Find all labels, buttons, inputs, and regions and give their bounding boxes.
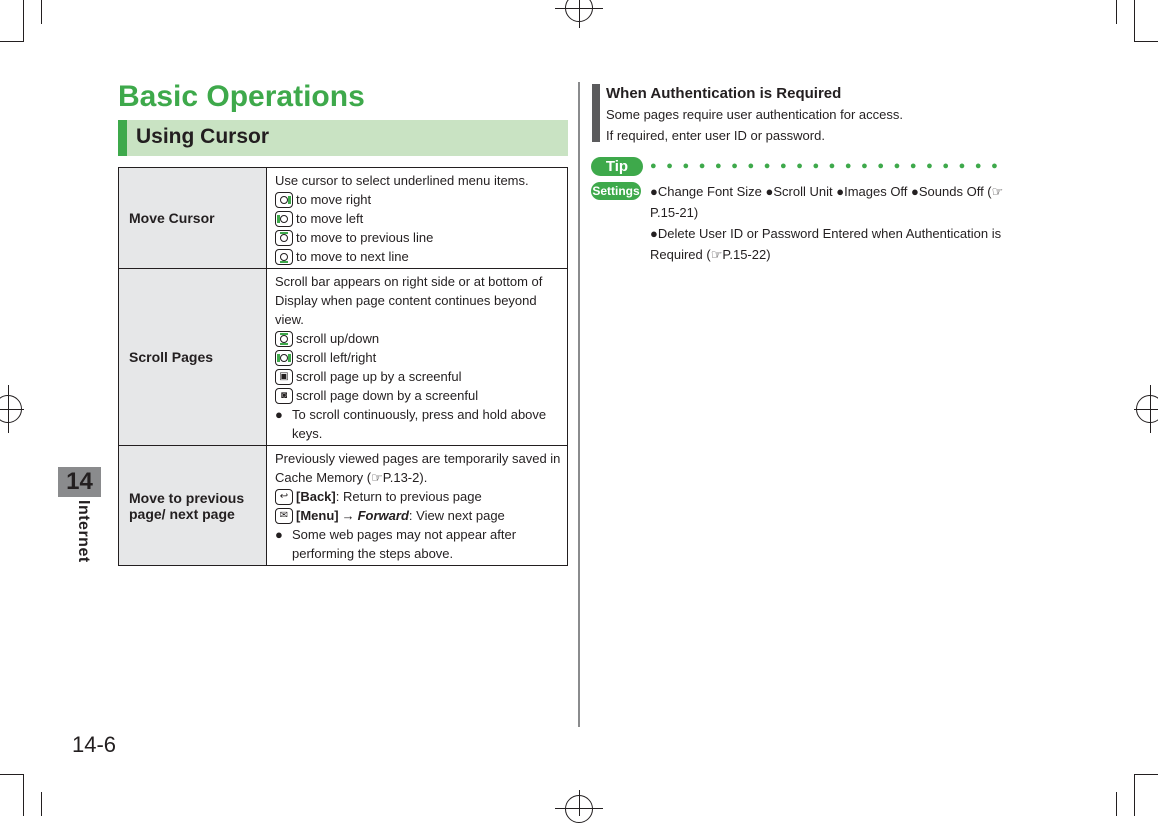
arrow-icon: →	[341, 508, 355, 523]
note	[275, 405, 563, 443]
chapter-label: Internet	[75, 500, 92, 563]
row-body	[267, 269, 568, 446]
back-key-label: [Back]	[296, 489, 336, 504]
settings-badge: Settings	[592, 184, 640, 198]
chapter-number: 14	[58, 467, 101, 497]
item-text: to move to next line	[296, 249, 409, 264]
settings-text	[650, 181, 1030, 265]
row-text: Previously viewed pages are temporarily saved in Cache Memory (☞P.13-2).	[275, 451, 561, 485]
list-item	[275, 367, 563, 386]
list-item	[275, 209, 563, 228]
bullet-icon: ●	[275, 527, 283, 542]
item-text: : Return to previous page	[335, 489, 482, 504]
camera-key-icon: ◙	[275, 388, 293, 404]
nav-down-key-icon	[275, 249, 293, 265]
nav-left-key-icon	[275, 211, 293, 227]
list-item	[275, 386, 563, 405]
settings-line: ●Change Font Size ●Scroll Unit ●Images Off ●Sounds Off (☞P.15-21)	[650, 184, 1004, 220]
item-text: to move left	[296, 211, 364, 226]
row-header: Move to previous page/ next page	[119, 446, 267, 566]
nav-updown-key-icon	[275, 331, 293, 347]
row-text: Use cursor to select underlined menu items.	[275, 173, 529, 188]
list-item	[275, 329, 563, 348]
nav-up-key-icon	[275, 230, 293, 246]
item-text: scroll page up by a screenful	[296, 369, 462, 384]
auth-bar	[592, 84, 600, 142]
note-text: To scroll continuously, press and hold above keys.	[292, 407, 547, 441]
table-row	[119, 168, 568, 269]
list-item	[275, 506, 563, 525]
auth-title: When Authentication is Required	[606, 85, 842, 102]
note-text: Some web pages may not appear after performing the steps above.	[292, 527, 517, 561]
back-key-icon: ↩	[275, 489, 293, 505]
auth-line: If required, enter user ID or password.	[606, 128, 825, 143]
item-text: scroll page down by a screenful	[296, 388, 479, 403]
item-text: to move to previous line	[296, 230, 434, 245]
bullet-icon: ●	[275, 407, 283, 422]
list-item	[275, 247, 563, 266]
row-text: Scroll bar appears on right side or at bottom of Display when page content continues beyond view.	[275, 274, 543, 327]
column-divider	[578, 82, 580, 727]
nav-leftright-key-icon	[275, 350, 293, 366]
page-number: 14-6	[72, 732, 117, 757]
table-row	[119, 269, 568, 446]
menu-key-label: [Menu]	[296, 508, 339, 523]
row-header: Move Cursor	[119, 168, 267, 269]
row-body	[267, 446, 568, 566]
page-title: Basic Operations	[118, 80, 365, 113]
tip-dots: ●●●●●●●●●●●●●●●●●●●●●●	[650, 160, 1008, 172]
item-text: scroll left/right	[296, 350, 377, 365]
auth-text	[606, 104, 903, 146]
table-row	[119, 446, 568, 566]
row-header: Scroll Pages	[119, 269, 267, 446]
mail-key-icon: ✉	[275, 508, 293, 524]
list-item	[275, 190, 563, 209]
tip-badge: Tip	[591, 157, 643, 176]
item-text: to move right	[296, 192, 372, 207]
nav-right-key-icon	[275, 192, 293, 208]
note	[275, 525, 563, 563]
section-title: Using Cursor	[136, 125, 270, 148]
list-item	[275, 228, 563, 247]
settings-line: ●Delete User ID or Password Entered when Authentication is Required (☞P.15-22)	[650, 226, 1002, 262]
item-text: : View next page	[408, 508, 505, 523]
auth-line: Some pages require user authentication for access.	[606, 107, 904, 122]
forward-label: Forward	[357, 508, 409, 523]
operations-table	[118, 167, 568, 566]
list-item	[275, 348, 563, 367]
item-text: scroll up/down	[296, 331, 380, 346]
list-item	[275, 487, 563, 506]
row-body	[267, 168, 568, 269]
page-up-key-icon: ▣	[275, 369, 293, 385]
